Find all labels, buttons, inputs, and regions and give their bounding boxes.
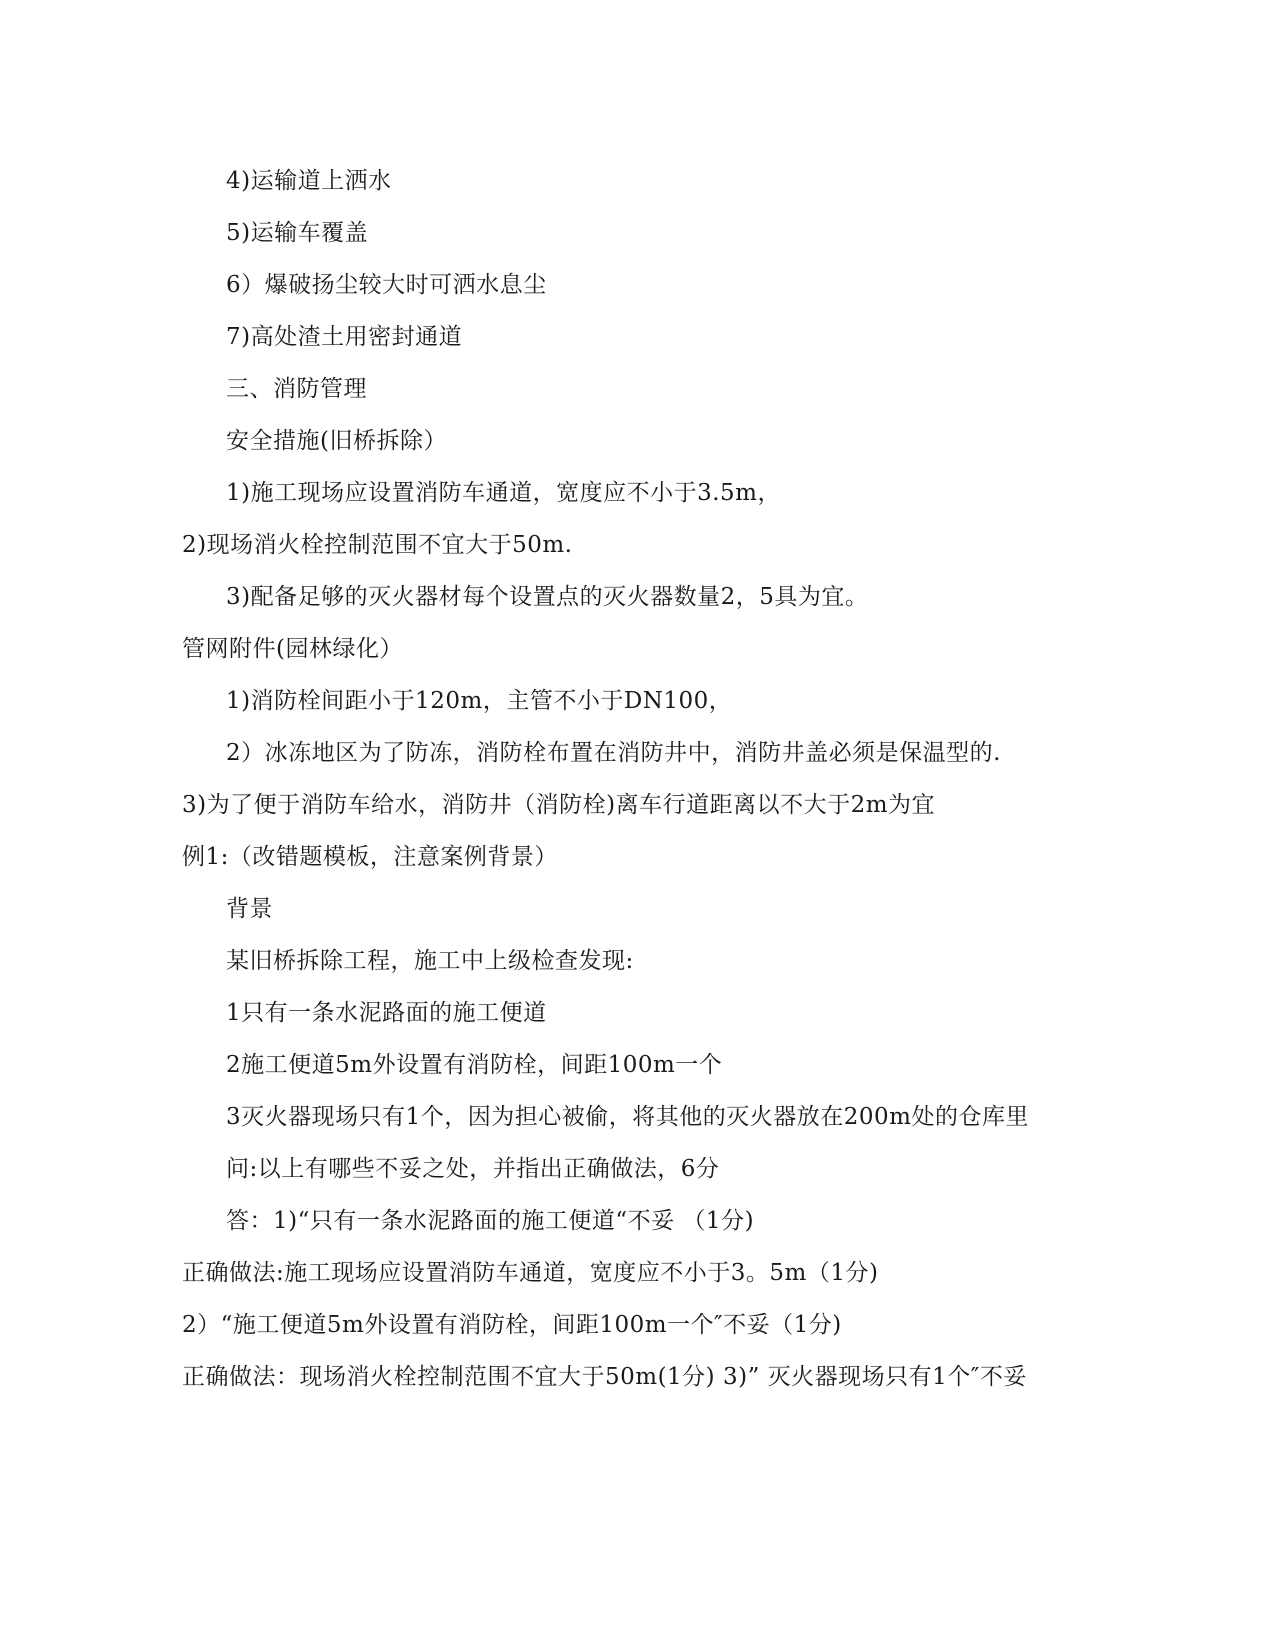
example-heading: 例1:（改错题模板，注意案例背景） <box>182 844 558 870</box>
text-line: 某旧桥拆除工程，施工中上级检查发现: <box>226 948 634 974</box>
question-line: 问:以上有哪些不妥之处，并指出正确做法，6分 <box>226 1156 720 1182</box>
text-line: 2)现场消火栓控制范围不宜大于50m. <box>182 532 573 558</box>
text-line: 3)配备足够的灭火器材每个设置点的灭火器数量2，5具为宜。 <box>226 584 869 610</box>
answer-line: 答：1)“只有一条水泥路面的施工便道“不妥 （1分) <box>226 1208 755 1234</box>
subsection-heading: 安全措施(旧桥拆除） <box>226 428 447 454</box>
text-line: 1)施工现场应设置消防车通道，宽度应不小于3.5m， <box>226 480 781 506</box>
text-line: 6）爆破扬尘较大时可洒水息尘 <box>226 272 547 298</box>
text-line: 5)运输车覆盖 <box>226 220 369 246</box>
section-heading: 三、消防管理 <box>226 376 367 402</box>
text-line: 正确做法：现场消火栓控制范围不宜大于50m(1分) 3)” 灭火器现场只有1个″不妥 <box>182 1364 1027 1390</box>
text-line: 3灭火器现场只有1个，因为担心被偷，将其他的灭火器放在200m处的仓库里 <box>226 1104 1029 1130</box>
text-line: 2）冰冻地区为了防冻，消防栓布置在消防井中，消防井盖必须是保温型的. <box>226 740 1001 766</box>
text-line: 1只有一条水泥路面的施工便道 <box>226 1000 547 1026</box>
text-line: 7)高处渣土用密封通道 <box>226 324 463 350</box>
text-line: 1)消防栓间距小于120m，主管不小于DN100， <box>226 688 733 714</box>
text-line: 背景 <box>226 896 273 922</box>
text-line: 3)为了便于消防车给水，消防井（消防栓)离车行道距离以不大于2m为宜 <box>182 792 936 818</box>
text-line: 2施工便道5m外设置有消防栓，间距100m一个 <box>226 1052 723 1078</box>
subsection-heading: 管网附件(园林绿化） <box>182 636 403 662</box>
text-line: 2）“施工便道5m外设置有消防栓，间距100m一个″不妥（1分) <box>182 1312 842 1338</box>
text-line: 正确做法:施工现场应设置消防车通道，宽度应不小于3。5m（1分) <box>182 1260 879 1286</box>
text-line: 4)运输道上洒水 <box>226 168 392 194</box>
